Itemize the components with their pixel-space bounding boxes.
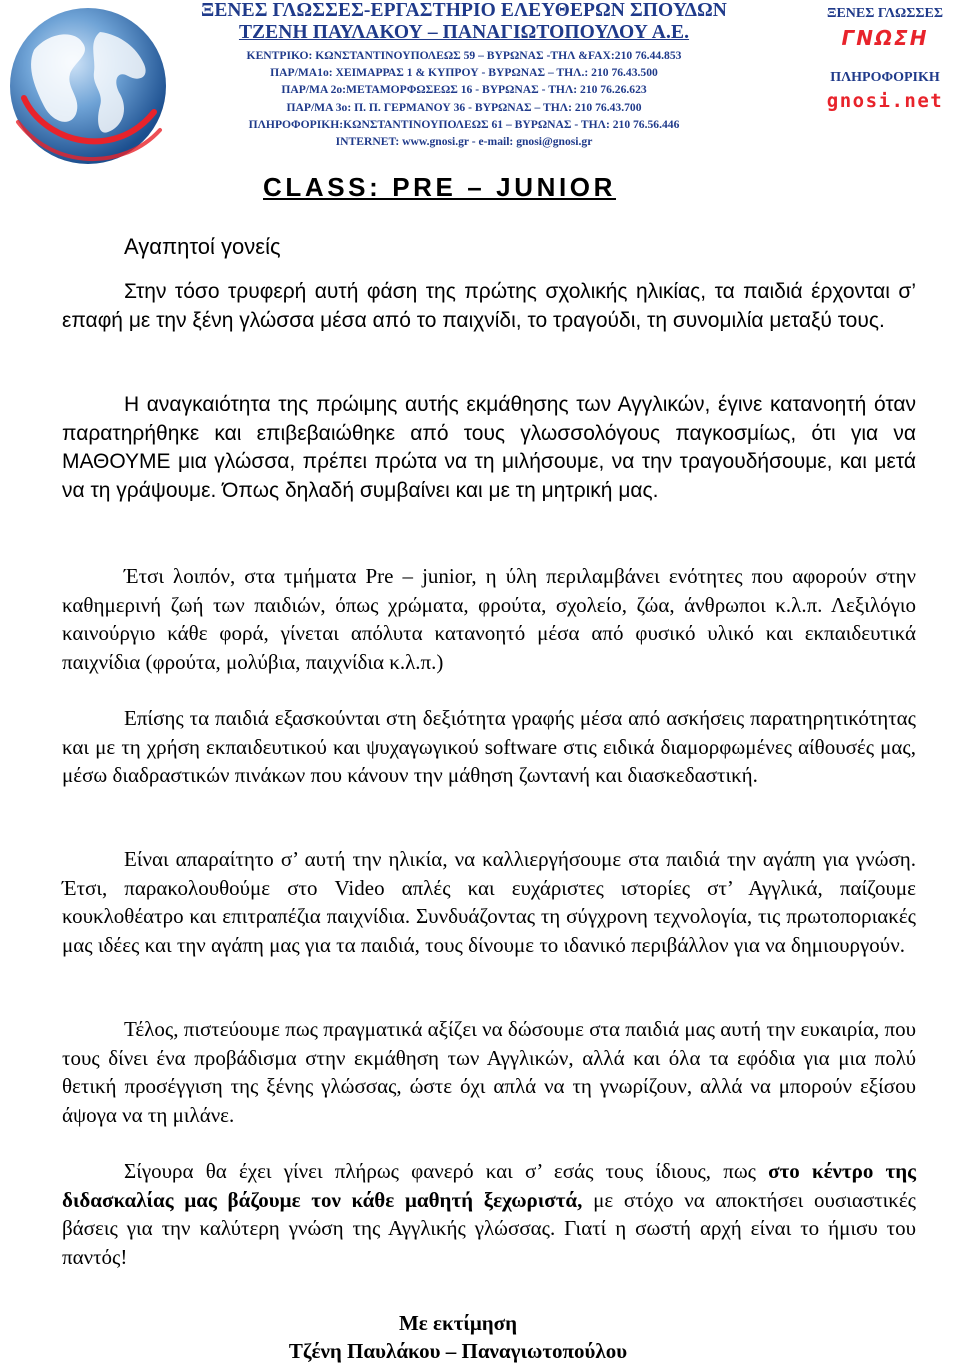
salutation: Αγαπητοί γονείς [124, 234, 281, 259]
paragraph: Η αναγκαιότητα της πρώιμης αυτής εκμάθησης των Αγγλικών, έγινε κατανοητή όταν παρατηρήθηκε και επιβεβαιώθηκε από τους γλωσσολόγους παγκοσμίως, ότι για να ΜΑΘΟΥΜΕ μια γλώσσα, πρέπει πρώτα να τη μιλήσουμε, να την τραγουδήσουμε, και μετά να τη γράψουμε. Όπως δηλαδή συμβαίνει και με τη μητρική μας. [62, 393, 916, 502]
address-line: ΚΕΝΤΡΙΚΟ: ΚΩΝΣΤΑΝΤΙΝΟΥΠΟΛΕΩΣ 59 – ΒΥΡΩΝΑΣ -ΤΗΛ &FAX:210 76.44.853 [246, 49, 682, 62]
paragraph: Επίσης τα παιδιά εξασκούνται στη δεξιότητα γραφής μέσα από ασκήσεις παρατηρητικότητας και με τη χρήση εκπαιδευτικού και ψυχαγωγικού software στις ειδικά διαμορφωμένες αίθουσές μας, μέσω διαδραστικών πινάκων που κάνουν την μάθηση ζωντανή και διασκεδαστική. [62, 706, 916, 787]
closing-paragraph [62, 1157, 916, 1271]
signature-greeting: Με εκτίμηση [398, 1311, 518, 1335]
contact-line: INTERNET: www.gnosi.gr - e-mail: gnosi@gnosi.gr [335, 135, 593, 149]
paragraph: Τέλος, πιστεύουμε πως πραγματικά αξίζει να δώσουμε στα παιδιά μας αυτή την ευκαιρία, που τους δίνει ένα προβάδισμα στην εκμάθηση των Αγγλικών, αλλά και όλα τα εφόδια για μια πολύ θετική προσέγγιση της ξένης γλώσσας, ώστε όχι απλά να τη γνωρίζουν, αλλά να μπορούν εξίσου άψογα να τη μιλάνε. [62, 1017, 916, 1127]
gnosi-logo: ΓΝΩΣΗ [841, 26, 929, 50]
closing-text: με στόχο να αποκτήσει ουσιαστικές βάσεις για την καλύτερη γνώση της Αγγλικής γλώσσας. Γιατί η σωστή αρχή είναι το ήμισυ του παντός! [62, 1187, 916, 1269]
school-name: ΞΕΝΕΣ ΓΛΩΣΣΕΣ-ΕΡΓΑΣΤΗΡΙΟ ΕΛΕΥΘΕΡΩΝ ΣΠΟΥΔΩΝ [201, 0, 727, 21]
address-line: ΠΛΗΡΟΦΟΡΙΚΗ:ΚΩΝΣΤΑΝΤΙΝΟΥΠΟΛΕΩΣ 61 – ΒΥΡΩΝΑΣ - ΤΗΛ: 210 76.56.446 [248, 117, 680, 131]
paragraph: Είναι απαραίτητο σ’ αυτή την ηλικία, να καλλιεργήσουμε στα παιδιά την αγάπη για γνώση. Έτσι, παρακολουθούμε στο Video απλές και ευχάριστες ιστορίες στ’ Αγγλικά, παίζουμε κουκλοθέατρο και επιτραπέζια παιχνίδια. Συνδυάζοντας τη σύγχρονη τεχνολογία, τις πρωτοποριακές μας ιδέες και την αγάπη μας για τα παιδιά, τους δίνουμε το ιδανικό περιβάλλον για να δημιουργούν. [62, 847, 916, 957]
company-name: ΤΖΕΝΗ ΠΑΥΛΑΚΟΥ – ΠΑΝΑΓΙΩΤΟΠΟΥΛΟΥ Α.Ε. [238, 22, 690, 43]
paragraph: Στην τόσο τρυφερή αυτή φάση της πρώτης σχολικής ηλικίας, τα παιδιά έρχονται σ’ επαφή με την ξένη γλώσσα μέσα από το παιχνίδι, το τραγούδι, τη συνομιλία μεταξύ τους. [62, 280, 916, 332]
languages-label: ΞΕΝΕΣ ΓΛΩΣΣΕΣ [826, 6, 944, 21]
signature-name: Τζένη Παυλάκου – Παναγιωτοπούλου [288, 1339, 628, 1363]
letterhead [168, 0, 760, 150]
address-line: ΠΑΡ/ΜΑ1ο: ΧΕΙΜΑΡΡΑΣ 1 & ΚΥΠΡΟΥ - ΒΥΡΩΝΑΣ – ΤΗΛ.: 210 76.43.500 [270, 66, 658, 80]
paragraph: Έτσι λοιπόν, στα τμήματα Pre – junior, η ύλη περιλαμβάνει ενότητες που αφορούν στην καθημερινή ζωή των παιδιών, όπως χρώματα, φρούτα, σχολείο, ζώα, άνθρωποι κ.λ.π. Λεξιλόγιο καινούργιο κάθε φορά, γίνεται απόλυτα κατανοητό μέσα από φυσικό υλικό και εκπαιδευτικά παιχνίδια (φρούτα, μολύβια, παιχνίδια κ.λ.π.) [62, 564, 916, 674]
address-line: ΠΑΡ/ΜΑ 3ο: Π. Π. ΓΕΡΜΑΝΟΥ 36 - ΒΥΡΩΝΑΣ – ΤΗΛ: 210 76.43.700 [286, 100, 642, 114]
emphasis-text: στο κέντρο της διδασκαλίας μας βάζουμε τον κάθε μαθητή ξεχωριστά, [62, 1159, 916, 1212]
right-logos [810, 0, 960, 112]
globe-logo [4, 2, 172, 170]
address-line: ΠΑΡ/ΜΑ 2ο:ΜΕΤΑΜΟΡΦΩΣΕΩΣ 16 - ΒΥΡΩΝΑΣ - ΤΗΛ: 210 76.26.623 [281, 83, 647, 97]
gnosi-net-logo: gnosi.net [826, 90, 944, 112]
closing-text: Σίγουρα θα έχει γίνει πλήρως φανερό και σ’ εσάς τους ίδιους, πως [124, 1159, 769, 1183]
class-title: CLASS: PRE – JUNIOR [263, 172, 617, 202]
informatics-label: ΠΛΗΡΟΦΟΡΙΚΗ [830, 70, 940, 85]
